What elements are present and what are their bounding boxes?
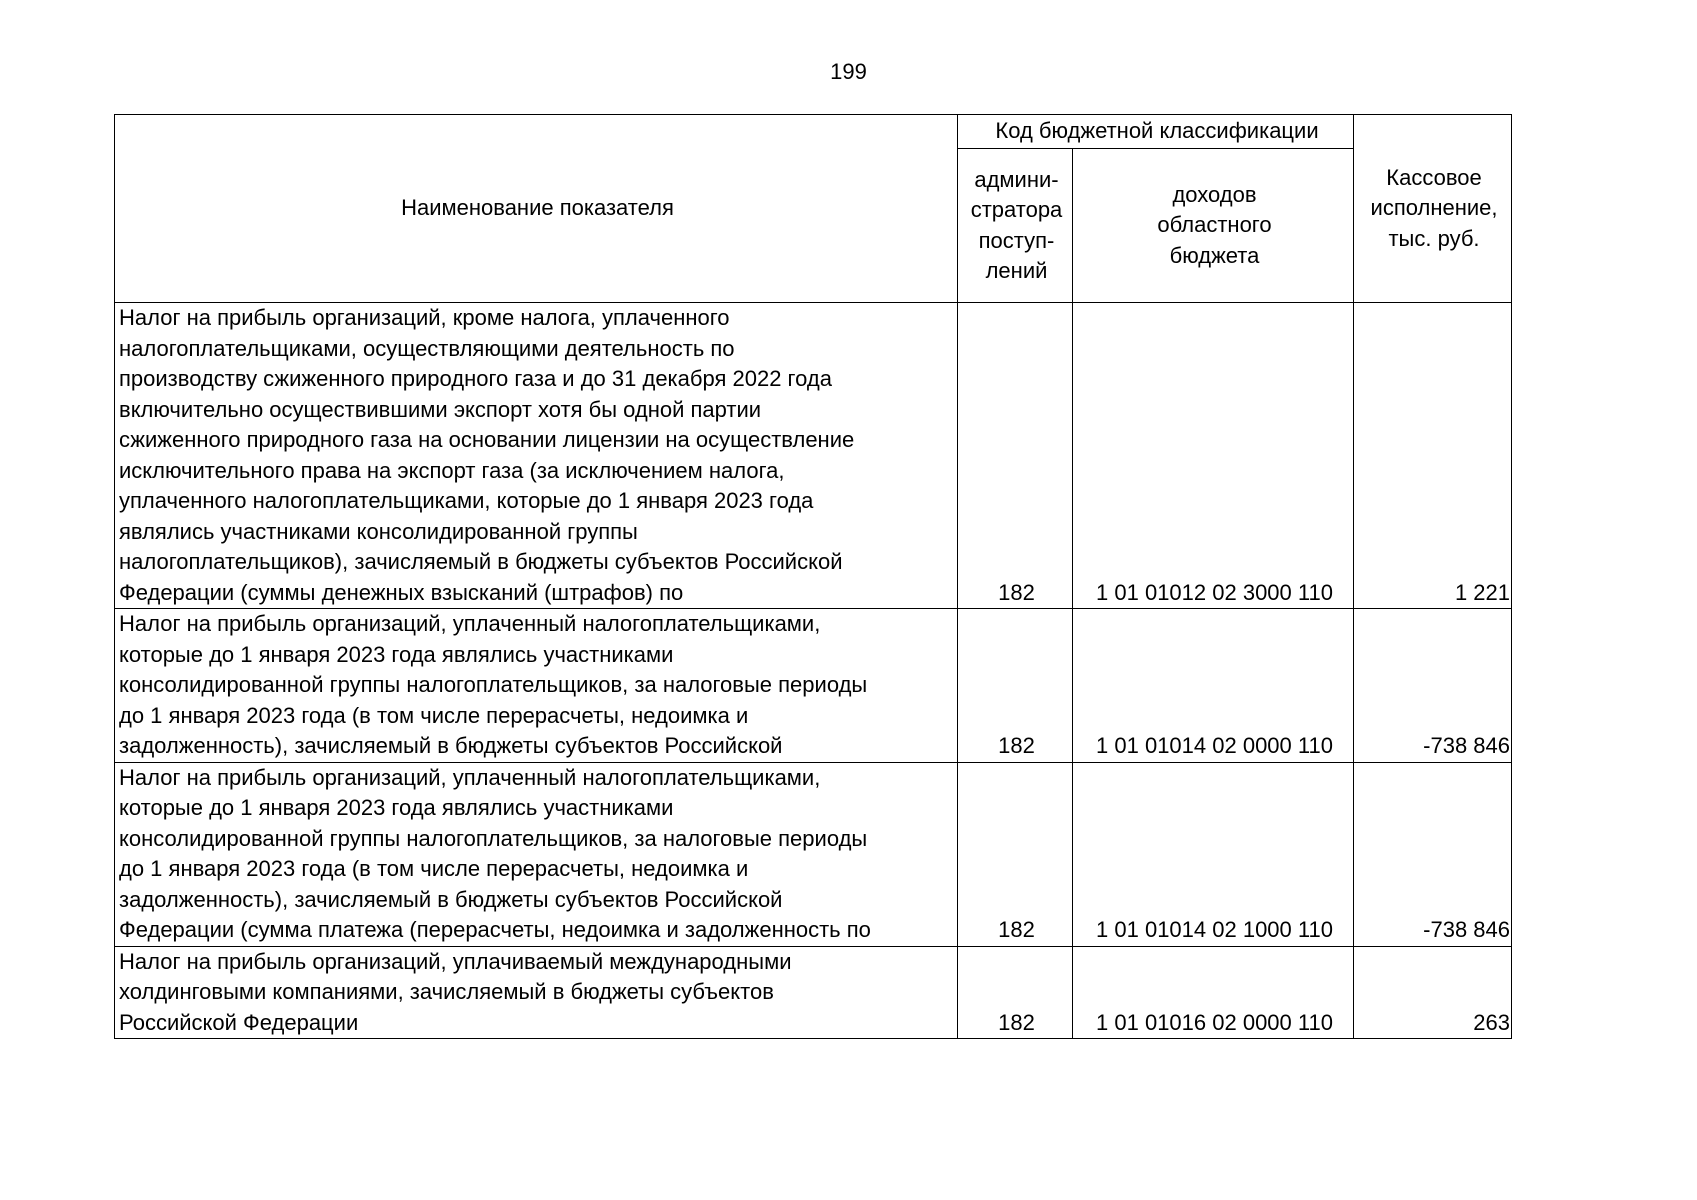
row-admin-code: 182 — [958, 946, 1073, 1039]
header-income: доходов областного бюджета — [1073, 149, 1354, 303]
row-income-code: 1 01 01014 02 0000 110 — [1073, 609, 1354, 763]
table-body — [115, 303, 1512, 1039]
row-income-code: 1 01 01012 02 3000 110 — [1073, 303, 1354, 609]
row-admin-code: 182 — [958, 609, 1073, 763]
row-amount: -738 846 — [1354, 762, 1512, 946]
row-amount: 263 — [1354, 946, 1512, 1039]
row-name: Налог на прибыль организаций, кроме налога, уплаченного налогоплательщиками, осуществляющими деятельность по производству сжиженного природного газа и до 31 декабря 2022 года включительно осуществившими экспорт хотя бы одной партии сжиженного природного газа на основании лицензии на осуществление исключительного права на экспорт газа (за исключением налога, уплаченного налогоплательщиками, которые до 1 января 2023 года являлись участниками консолидированной группы налогоплательщиков), зачисляемый в бюджеты субъектов Российской Федерации (суммы денежных взысканий (штрафов) по — [115, 303, 958, 609]
row-income-code: 1 01 01016 02 0000 110 — [1073, 946, 1354, 1039]
header-code-group: Код бюджетной классификации — [958, 115, 1354, 149]
row-amount: -738 846 — [1354, 609, 1512, 763]
row-name: Налог на прибыль организаций, уплачиваемый международными холдинговыми компаниями, зачисляемый в бюджеты субъектов Российской Федерации — [115, 946, 958, 1039]
row-amount: 1 221 — [1354, 303, 1512, 609]
row-name: Налог на прибыль организаций, уплаченный налогоплательщиками, которые до 1 января 2023 года являлись участниками консолидированной группы налогоплательщиков, за налоговые периоды до 1 января 2023 года (в том числе перерасчеты, недоимка и задолженность), зачисляемый в бюджеты субъектов Российской — [115, 609, 958, 763]
row-admin-code: 182 — [958, 303, 1073, 609]
header-name: Наименование показателя — [115, 115, 958, 303]
table-row — [115, 303, 1512, 609]
header-admin: админи- стратора поступ- лений — [958, 149, 1073, 303]
table-row — [115, 609, 1512, 763]
row-name: Налог на прибыль организаций, уплаченный налогоплательщиками, которые до 1 января 2023 года являлись участниками консолидированной группы налогоплательщиков, за налоговые периоды до 1 января 2023 года (в том числе перерасчеты, недоимка и задолженность), зачисляемый в бюджеты субъектов Российской Федерации (сумма платежа (перерасчеты, недоимка и задолженность по — [115, 762, 958, 946]
header-amount: Кассовое исполнение, тыс. руб. — [1354, 115, 1512, 303]
table-row — [115, 762, 1512, 946]
row-admin-code: 182 — [958, 762, 1073, 946]
table-row — [115, 946, 1512, 1039]
budget-table — [114, 114, 1512, 1039]
table-header — [115, 115, 1512, 303]
row-income-code: 1 01 01014 02 1000 110 — [1073, 762, 1354, 946]
page-number: 199 — [830, 59, 867, 84]
